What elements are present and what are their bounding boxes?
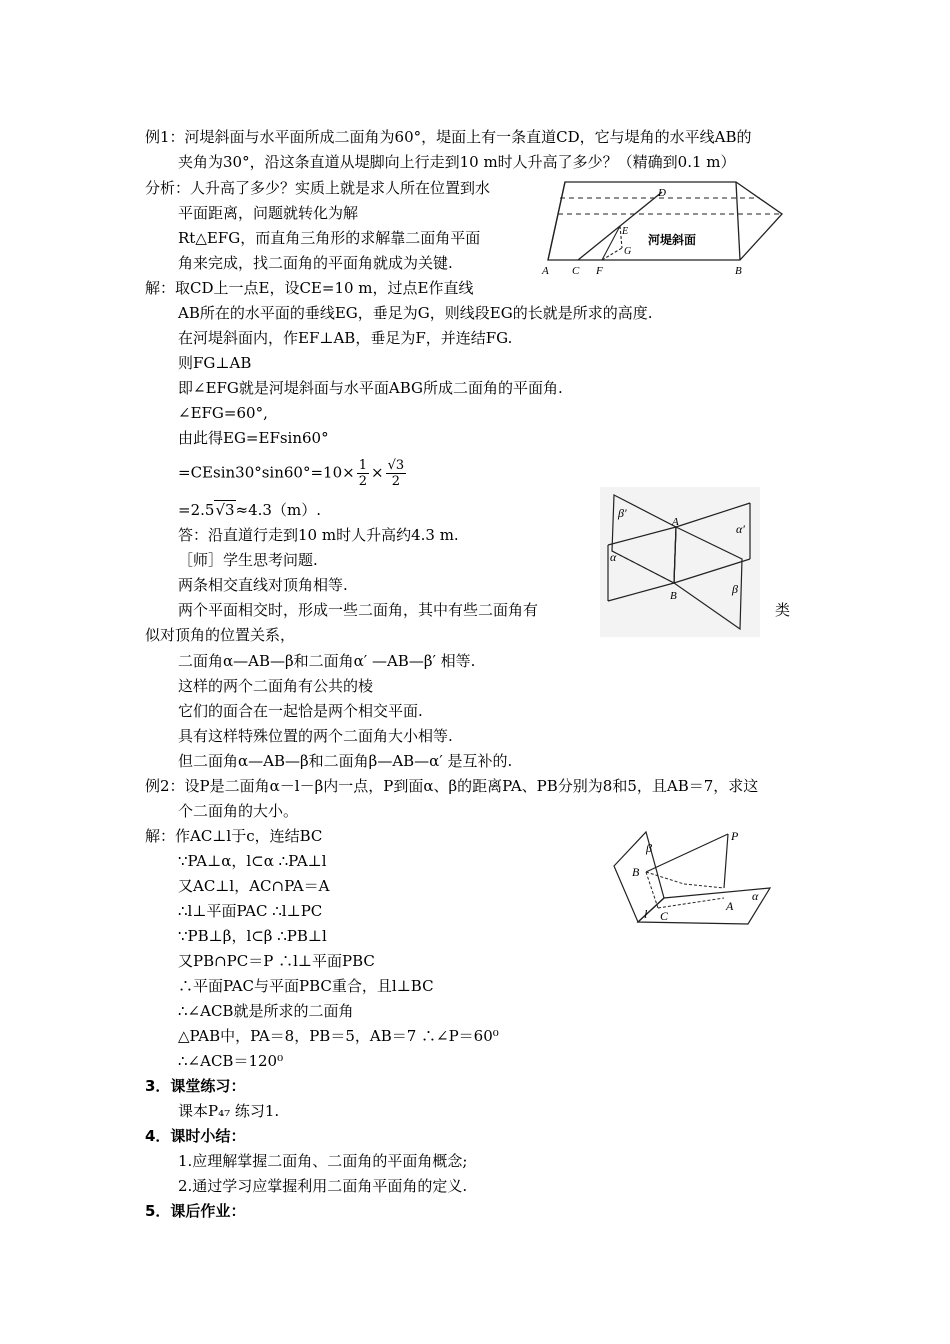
analysis-line4: 角来完成，找二面角的平面角就成为关键. [178,254,453,272]
solution1-line4: 则FG⊥AB [178,354,252,372]
solution1-line2: AB所在的水平面的垂线EG，垂足为G，则线段EG的长就是所求的高度. [178,304,653,322]
supplementary-line: 但二面角α—AB—β和二面角β—AB—α′ 是互补的. [178,752,513,770]
fig1-label-f: F [596,265,603,277]
fig1-label-a: A [542,265,549,277]
fig1-label-d: D [658,187,666,199]
fig3-label-c: C [660,909,669,923]
teacher-note: ［师］学生思考问题. [178,551,318,569]
fig1-label-e: E [622,226,629,237]
solution1-line1: 解：取CD上一点E，设CE=10 m，过点E作直线 [145,279,474,297]
section3-heading: 3．课堂练习： [145,1077,246,1095]
solution1-line5: 即∠EFG就是河堤斜面与水平面ABG所成二面角的平面角. [178,379,563,397]
fig2-label-alpha: α [610,550,617,564]
solution1-line3: 在河堤斜面内，作EF⊥AB，垂足为F，并连结FG. [178,329,513,347]
section4-heading: 4．课时小结： [145,1127,246,1145]
solution2-line2: ∵PA⊥α，l⊂α ∴PA⊥l [178,852,327,870]
fraction-root3-half [386,458,407,489]
solution1-line7: 由此得EG=EFsin60° [178,429,329,447]
solution2-line7: ∴平面PAC与平面PBC重合，且l⊥BC [178,977,434,995]
dihedral-equal-line: 二面角α—AB—β和二面角α′ —AB—β′ 相等. [178,652,476,670]
analysis-line1: 分析：人升高了多少？实质上就是求人所在位置到水 [145,179,491,197]
fig3-label-alpha: α [752,889,759,903]
fig2-label-beta-prime: β′ [618,506,627,520]
fraction-den: 2 [391,474,400,489]
vertical-angles-line: 两条相交直线对顶角相等. [178,576,348,594]
planes-line2: 似对顶角的位置关系， [145,626,296,644]
solution2-line8: ∴∠ACB就是所求的二面角 [178,1002,354,1020]
solution2-line4: ∴l⊥平面PAC ∴l⊥PC [178,902,323,920]
common-edge-line: 这样的两个二面角有公共的棱 [178,677,374,695]
section3-text: 课本P₄₇ 练习1. [178,1102,280,1120]
formula2-suffix: ≈4.3（m）. [235,501,321,519]
planes-line1-tail: 类 [775,601,791,619]
dihedral-point-figure [610,826,780,931]
intersect-planes-line: 它们的面合在一起恰是两个相交平面. [178,702,423,720]
fraction-half [357,458,369,489]
fig2-label-beta: β [732,582,738,596]
fig1-label-c: C [572,265,580,277]
fig3-label-a: A [726,899,734,913]
fig2-label-a: A [672,516,679,528]
intersecting-planes-figure [600,487,760,637]
fig3-label-b: B [632,865,640,879]
solution1-line6: ∠EFG=60°, [178,404,268,422]
analysis-line3: Rt△EFG，而直角三角形的求解靠二面角平面 [178,229,481,247]
fig1-caption: 河堤斜面 [648,233,697,247]
sqrt3: √3 [215,501,235,519]
fig3-label-l: l [644,907,648,921]
section4-item2: 2.通过学习应掌握利用二面角平面角的定义. [178,1177,468,1195]
solution2-line5: ∵PB⊥β，l⊂β ∴PB⊥l [178,927,327,945]
analysis-line2: 平面距离，问题就转化为解 [178,204,359,222]
section4-item1: 1.应理解掌握二面角、二面角的平面角概念; [178,1152,468,1170]
times-sign: × [371,463,384,482]
solution1-formula2 [178,499,321,521]
solution2-line1: 解：作AC⊥l于c，连结BC [145,827,323,845]
fig2-label-alpha-prime: α′ [736,522,745,536]
fig1-label-b: B [735,265,742,277]
fraction-den: 2 [358,474,367,489]
fig1-label-g: G [624,246,632,257]
equal-size-line: 具有这样特殊位置的两个二面角大小相等. [178,727,453,745]
fig2-label-b: B [670,590,677,602]
formula1-prefix: =CEsin30°sin60°=10× [178,463,355,482]
section5-heading: 5．课后作业： [145,1202,246,1220]
fig3-label-beta: β [646,841,652,855]
solution2-line9: △PAB中，PA＝8，PB＝5，AB＝7 ∴∠P＝60⁰ [178,1027,499,1045]
solution2-line10: ∴∠ACB＝120⁰ [178,1052,284,1070]
fraction-num: √3 [387,458,405,473]
example1-line2: 夹角为30°，沿这条直道从堤脚向上行走到10 m时人升高了多少？（精确到0.1 m） [178,153,736,171]
fraction-num: 1 [358,458,367,473]
planes-line1: 两个平面相交时，形成一些二面角，其中有些二面角有 [178,601,539,619]
fig3-label-p: P [731,829,739,843]
answer1: 答：沿直道行走到10 m时人升高约4.3 m. [178,526,459,544]
solution2-line6: 又PB∩PC＝P ∴l⊥平面PBC [178,952,375,970]
example2-line2: 个二面角的大小。 [178,802,299,820]
solution2-line3: 又AC⊥l，AC∩PA＝A [178,877,330,895]
example2-line1: 例2：设P是二面角α－l－β内一点，P到面α、β的距离PA、PB分别为8和5，且AB＝7，求这 [145,777,759,795]
formula2-prefix: =2.5 [178,501,215,519]
solution1-formula1 [178,458,408,489]
embankment-figure [540,178,790,278]
example1-line1: 例1：河堤斜面与水平面所成二面角为60°，堤面上有一条直道CD，它与堤角的水平线AB的 [145,128,752,146]
